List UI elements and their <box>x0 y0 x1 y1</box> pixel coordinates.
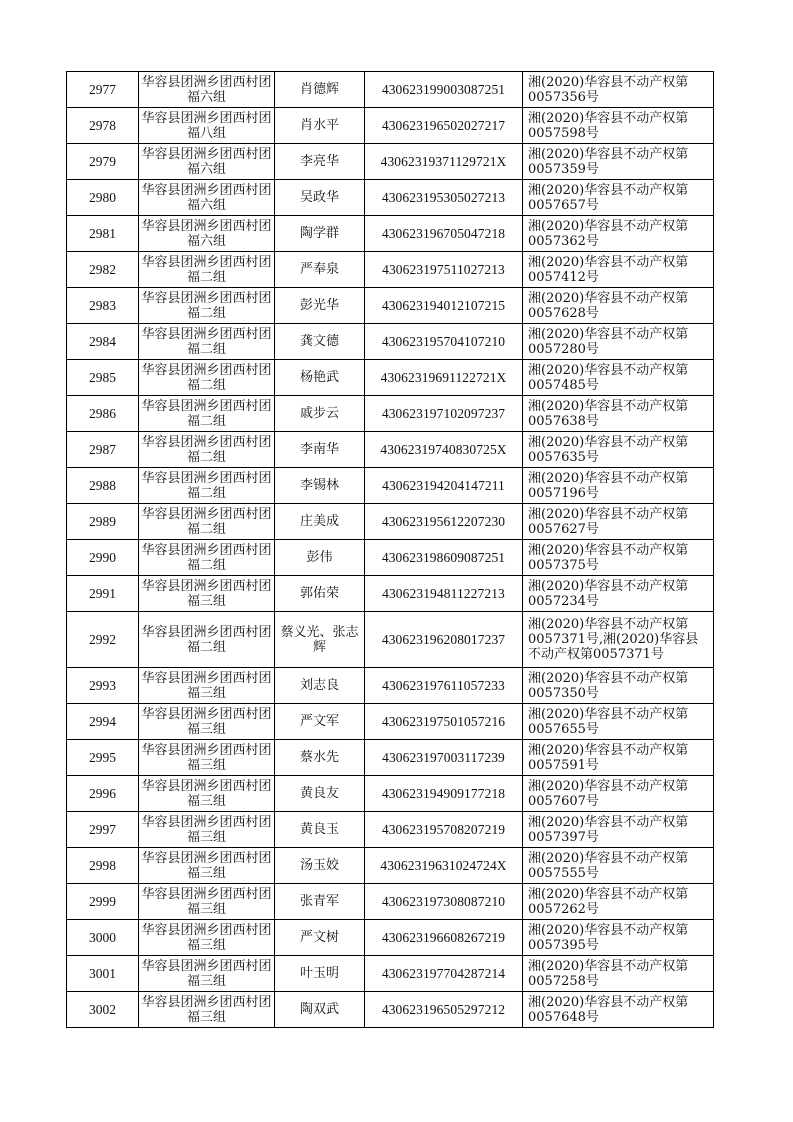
certificate-cell: 湘(2020)华容县不动产权第0057262号 <box>523 884 714 920</box>
row-number: 3002 <box>67 992 139 1028</box>
owner-name-cell: 杨艳武 <box>275 360 365 396</box>
owner-name-cell: 戚步云 <box>275 396 365 432</box>
table-row <box>67 216 714 252</box>
owner-name-cell: 李锡林 <box>275 468 365 504</box>
id-number-cell: 430623197501057216 <box>365 704 523 740</box>
id-number-cell: 43062319691122721X <box>365 360 523 396</box>
table-row <box>67 740 714 776</box>
row-number: 2993 <box>67 668 139 704</box>
owner-name-cell: 叶玉明 <box>275 956 365 992</box>
id-number-cell: 43062319740830725X <box>365 432 523 468</box>
address-cell: 华容县团洲乡团西村团福二组 <box>139 432 275 468</box>
certificate-cell: 湘(2020)华容县不动产权第0057362号 <box>523 216 714 252</box>
table-row <box>67 144 714 180</box>
certificate-cell: 湘(2020)华容县不动产权第0057648号 <box>523 992 714 1028</box>
address-cell: 华容县团洲乡团西村团福二组 <box>139 468 275 504</box>
certificate-cell: 湘(2020)华容县不动产权第0057485号 <box>523 360 714 396</box>
row-number: 2992 <box>67 612 139 668</box>
table-body <box>67 72 714 1028</box>
row-number: 2986 <box>67 396 139 432</box>
table-row <box>67 668 714 704</box>
certificate-cell: 湘(2020)华容县不动产权第0057638号 <box>523 396 714 432</box>
table-row <box>67 360 714 396</box>
table-row <box>67 396 714 432</box>
address-cell: 华容县团洲乡团西村团福六组 <box>139 216 275 252</box>
id-number-cell: 430623196705047218 <box>365 216 523 252</box>
row-number: 2982 <box>67 252 139 288</box>
address-cell: 华容县团洲乡团西村团福二组 <box>139 612 275 668</box>
row-number: 2995 <box>67 740 139 776</box>
owner-name-cell: 吴政华 <box>275 180 365 216</box>
address-cell: 华容县团洲乡团西村团福六组 <box>139 144 275 180</box>
table-row <box>67 180 714 216</box>
address-cell: 华容县团洲乡团西村团福三组 <box>139 740 275 776</box>
certificate-cell: 湘(2020)华容县不动产权第0057412号 <box>523 252 714 288</box>
address-cell: 华容县团洲乡团西村团福三组 <box>139 992 275 1028</box>
row-number: 3000 <box>67 920 139 956</box>
id-number-cell: 430623196505297212 <box>365 992 523 1028</box>
certificate-cell: 湘(2020)华容县不动产权第0057280号 <box>523 324 714 360</box>
row-number: 2989 <box>67 504 139 540</box>
id-number-cell: 430623199003087251 <box>365 72 523 108</box>
owner-name-cell: 李亮华 <box>275 144 365 180</box>
certificate-cell: 湘(2020)华容县不动产权第0057555号 <box>523 848 714 884</box>
owner-name-cell: 庄美成 <box>275 504 365 540</box>
row-number: 2981 <box>67 216 139 252</box>
address-cell: 华容县团洲乡团西村团福三组 <box>139 884 275 920</box>
id-number-cell: 430623197704287214 <box>365 956 523 992</box>
address-cell: 华容县团洲乡团西村团福二组 <box>139 396 275 432</box>
row-number: 2997 <box>67 812 139 848</box>
owner-name-cell: 黄良玉 <box>275 812 365 848</box>
address-cell: 华容县团洲乡团西村团福三组 <box>139 776 275 812</box>
address-cell: 华容县团洲乡团西村团福二组 <box>139 504 275 540</box>
row-number: 2998 <box>67 848 139 884</box>
certificate-cell: 湘(2020)华容县不动产权第0057655号 <box>523 704 714 740</box>
table-row <box>67 612 714 668</box>
certificate-cell: 湘(2020)华容县不动产权第0057628号 <box>523 288 714 324</box>
row-number: 2985 <box>67 360 139 396</box>
certificate-cell: 湘(2020)华容县不动产权第0057375号 <box>523 540 714 576</box>
address-cell: 华容县团洲乡团西村团福八组 <box>139 108 275 144</box>
certificate-cell: 湘(2020)华容县不动产权第0057657号 <box>523 180 714 216</box>
address-cell: 华容县团洲乡团西村团福三组 <box>139 576 275 612</box>
certificate-cell: 湘(2020)华容县不动产权第0057395号 <box>523 920 714 956</box>
address-cell: 华容县团洲乡团西村团福三组 <box>139 668 275 704</box>
owner-name-cell: 陶双武 <box>275 992 365 1028</box>
table-row <box>67 992 714 1028</box>
owner-name-cell: 严文树 <box>275 920 365 956</box>
address-cell: 华容县团洲乡团西村团福二组 <box>139 360 275 396</box>
id-number-cell: 430623194811227213 <box>365 576 523 612</box>
id-number-cell: 430623195708207219 <box>365 812 523 848</box>
id-number-cell: 430623194012107215 <box>365 288 523 324</box>
table-row <box>67 468 714 504</box>
certificate-cell: 湘(2020)华容县不动产权第0057196号 <box>523 468 714 504</box>
certificate-cell: 湘(2020)华容县不动产权第0057356号 <box>523 72 714 108</box>
owner-name-cell: 肖水平 <box>275 108 365 144</box>
address-cell: 华容县团洲乡团西村团福六组 <box>139 72 275 108</box>
row-number: 2996 <box>67 776 139 812</box>
id-number-cell: 430623194204147211 <box>365 468 523 504</box>
table-row <box>67 956 714 992</box>
table-row <box>67 72 714 108</box>
certificate-cell: 湘(2020)华容县不动产权第0057607号 <box>523 776 714 812</box>
id-number-cell: 430623196208017237 <box>365 612 523 668</box>
id-number-cell: 430623194909177218 <box>365 776 523 812</box>
owner-name-cell: 郭佑荣 <box>275 576 365 612</box>
row-number: 2999 <box>67 884 139 920</box>
table-row <box>67 540 714 576</box>
table-row <box>67 884 714 920</box>
owner-name-cell: 张青军 <box>275 884 365 920</box>
address-cell: 华容县团洲乡团西村团福三组 <box>139 848 275 884</box>
owner-name-cell: 李南华 <box>275 432 365 468</box>
table-row <box>67 504 714 540</box>
owner-name-cell: 彭光华 <box>275 288 365 324</box>
certificate-cell: 湘(2020)华容县不动产权第0057591号 <box>523 740 714 776</box>
owner-name-cell: 陶学群 <box>275 216 365 252</box>
address-cell: 华容县团洲乡团西村团福三组 <box>139 704 275 740</box>
row-number: 2994 <box>67 704 139 740</box>
certificate-cell: 湘(2020)华容县不动产权第0057234号 <box>523 576 714 612</box>
row-number: 2990 <box>67 540 139 576</box>
owner-name-cell: 严文军 <box>275 704 365 740</box>
certificate-cell: 湘(2020)华容县不动产权第0057397号 <box>523 812 714 848</box>
row-number: 2978 <box>67 108 139 144</box>
id-number-cell: 430623198609087251 <box>365 540 523 576</box>
address-cell: 华容县团洲乡团西村团福二组 <box>139 252 275 288</box>
table-row <box>67 848 714 884</box>
table-row <box>67 704 714 740</box>
table-row <box>67 324 714 360</box>
certificate-cell: 湘(2020)华容县不动产权第0057627号 <box>523 504 714 540</box>
table-row <box>67 812 714 848</box>
row-number: 2980 <box>67 180 139 216</box>
property-rights-table <box>66 71 714 1028</box>
owner-name-cell: 肖德辉 <box>275 72 365 108</box>
id-number-cell: 430623195704107210 <box>365 324 523 360</box>
id-number-cell: 430623197611057233 <box>365 668 523 704</box>
address-cell: 华容县团洲乡团西村团福六组 <box>139 180 275 216</box>
id-number-cell: 430623196502027217 <box>365 108 523 144</box>
id-number-cell: 430623197308087210 <box>365 884 523 920</box>
owner-name-cell: 汤玉姣 <box>275 848 365 884</box>
row-number: 2987 <box>67 432 139 468</box>
owner-name-cell: 严奉泉 <box>275 252 365 288</box>
id-number-cell: 43062319631024724X <box>365 848 523 884</box>
row-number: 2979 <box>67 144 139 180</box>
certificate-cell: 湘(2020)华容县不动产权第0057258号 <box>523 956 714 992</box>
id-number-cell: 43062319371129721X <box>365 144 523 180</box>
row-number: 2983 <box>67 288 139 324</box>
address-cell: 华容县团洲乡团西村团福二组 <box>139 324 275 360</box>
owner-name-cell: 黄良友 <box>275 776 365 812</box>
id-number-cell: 430623196608267219 <box>365 920 523 956</box>
address-cell: 华容县团洲乡团西村团福三组 <box>139 956 275 992</box>
address-cell: 华容县团洲乡团西村团福三组 <box>139 812 275 848</box>
row-number: 2991 <box>67 576 139 612</box>
certificate-cell: 湘(2020)华容县不动产权第0057359号 <box>523 144 714 180</box>
row-number: 2988 <box>67 468 139 504</box>
id-number-cell: 430623197511027213 <box>365 252 523 288</box>
table-row <box>67 108 714 144</box>
table-row <box>67 576 714 612</box>
certificate-cell: 湘(2020)华容县不动产权第0057635号 <box>523 432 714 468</box>
table-row <box>67 776 714 812</box>
table-row <box>67 288 714 324</box>
owner-name-cell: 龚文德 <box>275 324 365 360</box>
table-row <box>67 920 714 956</box>
id-number-cell: 430623195612207230 <box>365 504 523 540</box>
id-number-cell: 430623195305027213 <box>365 180 523 216</box>
address-cell: 华容县团洲乡团西村团福二组 <box>139 540 275 576</box>
id-number-cell: 430623197102097237 <box>365 396 523 432</box>
certificate-cell: 湘(2020)华容县不动产权第0057350号 <box>523 668 714 704</box>
certificate-cell: 湘(2020)华容县不动产权第0057598号 <box>523 108 714 144</box>
certificate-cell: 湘(2020)华容县不动产权第0057371号,湘(2020)华容县不动产权第0057371号 <box>523 612 714 668</box>
owner-name-cell: 刘志良 <box>275 668 365 704</box>
table-row <box>67 432 714 468</box>
row-number: 3001 <box>67 956 139 992</box>
id-number-cell: 430623197003117239 <box>365 740 523 776</box>
address-cell: 华容县团洲乡团西村团福二组 <box>139 288 275 324</box>
address-cell: 华容县团洲乡团西村团福三组 <box>139 920 275 956</box>
row-number: 2984 <box>67 324 139 360</box>
owner-name-cell: 蔡水先 <box>275 740 365 776</box>
owner-name-cell: 彭伟 <box>275 540 365 576</box>
row-number: 2977 <box>67 72 139 108</box>
owner-name-cell: 蔡义光、张志辉 <box>275 612 365 668</box>
table-row <box>67 252 714 288</box>
